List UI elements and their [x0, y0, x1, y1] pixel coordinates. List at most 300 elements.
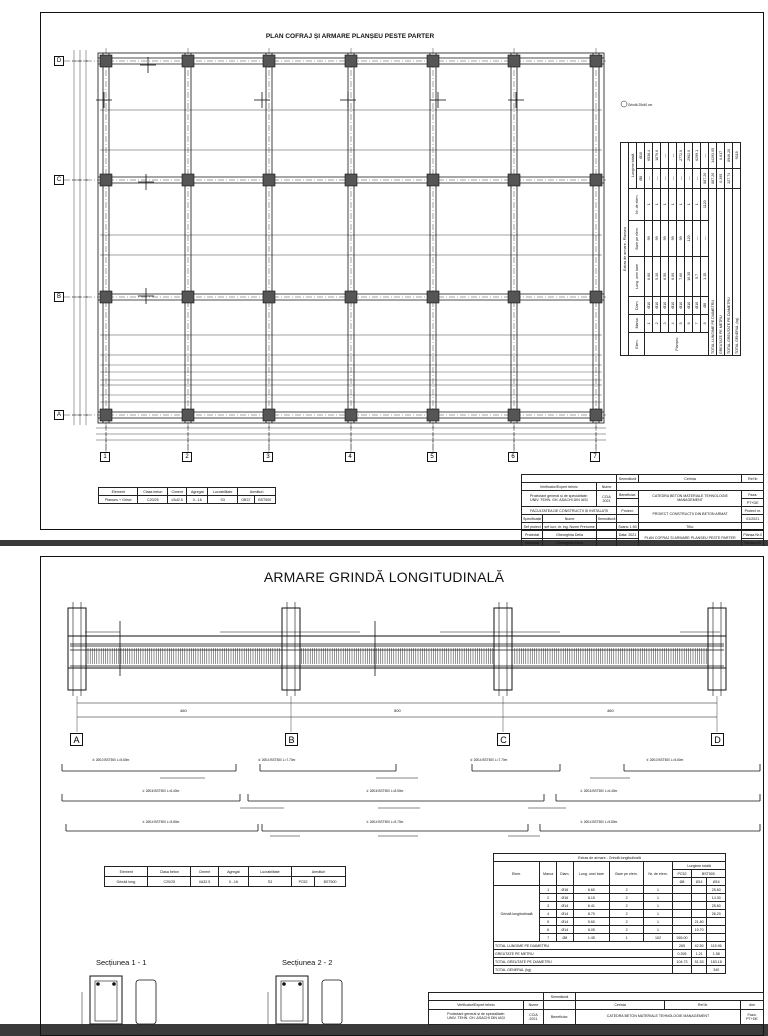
- schedule-cell: 265: [673, 942, 691, 950]
- schedule-cell: 2: [610, 918, 643, 926]
- schedule-cell: 183.18: [707, 958, 726, 966]
- title-block-cell: șef lucr. dr. ing. Nume Prenume: [544, 524, 595, 529]
- schedule-header: Lung. unei bare: [573, 862, 610, 886]
- schedule-cell: [733, 168, 741, 188]
- schedule-cell: [673, 886, 691, 894]
- materials-cell: 0...16: [187, 496, 208, 504]
- column: [263, 409, 275, 421]
- title-block-sheet1: [521, 474, 764, 547]
- title-block-cell: UNIV. TEHN. GH. ASACHI DIN IAȘI: [530, 497, 588, 502]
- schedule-cell: 10.35: [685, 256, 693, 296]
- sheet-title: PLAN COFRAJ ȘI ARMARE PLANȘEU PESTE PARTER: [265, 33, 435, 40]
- title-block-cell: Faza:: [748, 492, 758, 497]
- schedule-header: BST500: [691, 870, 725, 878]
- materials-table-sheet2: [104, 866, 346, 887]
- column: [345, 174, 357, 186]
- title-block-cell: 01/2021: [742, 515, 764, 523]
- rebar-dot: [298, 982, 302, 986]
- axis-label-1: 1: [100, 452, 110, 462]
- schedule-cell: —: [669, 168, 677, 188]
- schedule-cell: 99: [645, 220, 653, 256]
- schedule-cell: —: [685, 168, 693, 188]
- section-1-label: Secțiunea 1 - 1: [96, 958, 147, 967]
- bar-label: ③ 2Ø14 BST500 L=5.80m: [580, 820, 618, 824]
- title-block-cell: PT+DE: [742, 499, 764, 507]
- column: [263, 55, 275, 67]
- beam-note: Grindă 25x40 cm: [628, 103, 653, 107]
- schedule-cell: Ø14: [557, 918, 573, 926]
- schedule-cell: TOTAL LUNGIME PE DIAMETRU: [709, 188, 717, 355]
- column: [427, 291, 439, 303]
- dimension-label: 460: [607, 708, 614, 713]
- schedule-cell: Ø10: [677, 296, 685, 314]
- schedule-title: Extras de armare - Planșeu: [621, 143, 629, 356]
- schedule-cell: 4: [540, 910, 557, 918]
- schedule-cell: 2772.0: [677, 143, 685, 169]
- materials-cell: BST500: [315, 877, 346, 887]
- schedule-cell: 340: [707, 966, 726, 974]
- schedule-header: PC52: [673, 870, 691, 878]
- schedule-cell: [691, 934, 707, 942]
- schedule-header: Lung. unei bare: [629, 256, 645, 296]
- table-row: [645, 143, 653, 356]
- axis-label-3: 3: [263, 452, 273, 462]
- schedule-cell: 21.80: [691, 918, 707, 926]
- schedule-header: Lungime totală: [673, 862, 726, 870]
- title-block-cell: Cerința: [638, 475, 742, 483]
- title-block-cell: Nume: [596, 483, 617, 491]
- title-block-blank: [617, 515, 638, 523]
- schedule-cell: 6.41: [573, 902, 610, 910]
- axis-label-B: B: [285, 733, 298, 746]
- title-block-cell: Specificație: [523, 516, 542, 521]
- schedule-cell: TOTAL LUNGIME PE DIAMETRU: [494, 942, 673, 950]
- table-row: [494, 950, 726, 958]
- table-row: [693, 143, 701, 356]
- column: [100, 55, 112, 67]
- schedule-cell: 8946.20: [725, 143, 733, 169]
- schedule-cell: 8.05: [573, 926, 610, 934]
- schedule-cell: 4: [669, 314, 677, 333]
- column: [68, 608, 86, 690]
- column: [345, 55, 357, 67]
- title-block-cell: PROIECT CONSTRUCȚII DIN BETON ARMAT: [638, 507, 742, 523]
- schedule-cell: 6: [540, 926, 557, 934]
- schedule-cell: 1.58: [707, 950, 726, 958]
- schedule-cell: 1876.6: [653, 143, 661, 169]
- title-block-cell: Beneficiar:: [543, 1010, 575, 1025]
- rebar-dot: [282, 982, 286, 986]
- schedule-cell: 115.96: [707, 942, 726, 950]
- schedule-cell: 5: [677, 314, 685, 333]
- schedule-cell: 887.20: [709, 168, 717, 188]
- axis-label-C: C: [54, 175, 64, 185]
- schedule-cell: Ø10: [685, 296, 693, 314]
- schedule-cell: 6.50: [661, 256, 669, 296]
- stirrup-shape: [322, 980, 342, 1024]
- drawing-sheet-2: [0, 546, 768, 1024]
- materials-cell: PC52: [292, 877, 315, 887]
- schedule-cell: GREUTATE PE METRU: [494, 950, 673, 958]
- title-block-cell: Scara:: [618, 524, 629, 529]
- title-block-sheet2: [428, 992, 764, 1025]
- schedule-cell: 2962.0: [685, 143, 693, 169]
- column: [345, 291, 357, 303]
- stirrup-outline: [95, 981, 117, 1021]
- title-block-blank: [543, 1001, 575, 1010]
- schedule-cell: 2: [610, 894, 643, 902]
- table-row: [494, 958, 726, 966]
- schedule-cell: 99: [669, 220, 677, 256]
- schedule-cell: —: [693, 220, 701, 256]
- title-block-cell: Titlu:: [638, 523, 742, 531]
- column: [427, 55, 439, 67]
- sheet-title: ARMARE GRINDĂ LONGITUDINALĂ: [263, 569, 505, 585]
- column: [182, 55, 194, 67]
- axis-label-D: D: [711, 733, 724, 746]
- schedule-cell: 2: [610, 910, 643, 918]
- axis-label-6: 6: [508, 452, 518, 462]
- table-row: [677, 143, 685, 356]
- schedule-cell: 42.50: [691, 942, 707, 950]
- column: [708, 608, 726, 690]
- schedule-cell: 99: [677, 220, 685, 256]
- materials-cell: 0...16: [218, 877, 248, 887]
- title-block-cell: Verificator/Expert tehnic: [522, 483, 597, 491]
- title-block-cell: Revizia 00: [742, 539, 764, 547]
- schedule-cell: 1: [540, 886, 557, 894]
- column: [427, 174, 439, 186]
- schedule-cell: —: [661, 168, 669, 188]
- schedule-cell: [691, 886, 707, 894]
- stirrup-outline: [281, 981, 303, 1021]
- column: [263, 174, 275, 186]
- schedule-cell: 2: [610, 926, 643, 934]
- schedule-cell: 25.60: [707, 886, 726, 894]
- column: [494, 608, 512, 690]
- title-block-cell: Cerința: [576, 1001, 665, 1010]
- schedule-cell: 0.395: [673, 950, 691, 958]
- schedule-header: Bare pe elem.: [629, 220, 645, 256]
- axis-label-2: 2: [182, 452, 192, 462]
- column: [345, 409, 357, 421]
- schedule-cell: 265.00: [673, 934, 691, 942]
- materials-header: Armături: [292, 867, 346, 877]
- schedule-cell: 51.53: [691, 958, 707, 966]
- schedule-cell: Ø16: [557, 894, 573, 902]
- schedule-cell: —: [669, 143, 677, 169]
- title-block-cell: PLAN COFRAJ ȘI ARMARE PLANȘEU PESTE PARTER: [638, 531, 742, 547]
- schedule-cell: [691, 902, 707, 910]
- schedule-cell: 1: [643, 894, 672, 902]
- schedule-cell: 6.60: [645, 256, 653, 296]
- dimension-label: 460: [180, 708, 187, 713]
- materials-table-sheet1: [98, 487, 276, 504]
- axis-label-5: 5: [427, 452, 437, 462]
- axis-label-C: C: [497, 733, 510, 746]
- materials-cell: S3: [248, 877, 291, 887]
- schedule-cell: Ø8: [557, 934, 573, 942]
- schedule-header: Nr. de elem.: [629, 188, 645, 220]
- section-2-label: Secțiunea 2 - 2: [282, 958, 333, 967]
- schedule-cell: —: [693, 168, 701, 188]
- column: [100, 291, 112, 303]
- title-block-cell: Desenat: [522, 539, 543, 547]
- title-block-cell: Beneficiar:: [617, 491, 638, 499]
- materials-header: Ciment: [168, 488, 187, 496]
- materials-cell: S3: [208, 496, 238, 504]
- schedule-cell: 5.30: [653, 256, 661, 296]
- bar-label: ③ 2Ø14 BST500 L=5.80m: [142, 820, 180, 824]
- schedule-cell: 5.60: [573, 918, 610, 926]
- title-block-blank: [596, 531, 617, 539]
- schedule-header: Lungime totală: [629, 143, 637, 189]
- table-row: [685, 143, 693, 356]
- bar-label: ② 2Ø16 BST500 L=8.50m: [366, 789, 404, 793]
- schedule-cell: Ø8: [701, 296, 709, 314]
- materials-header: Agregat: [187, 488, 208, 496]
- schedule-cell: 5.7: [693, 256, 701, 296]
- bar-label: ⑤ 2Ø10 BST500 L=5.60m: [646, 758, 684, 762]
- schedule-cell: 2: [540, 894, 557, 902]
- column: [590, 174, 602, 186]
- schedule-cell: Ø14: [557, 910, 573, 918]
- schedule-header: Diam.: [557, 862, 573, 886]
- schedule-cell: Ø10: [653, 296, 661, 314]
- schedule-cell: [673, 902, 691, 910]
- title-block-cell: CCIA: [529, 1013, 538, 1017]
- materials-cell: C20/25: [148, 877, 191, 887]
- schedule-cell: 26.20: [707, 910, 726, 918]
- materials-cell: C20/25: [138, 496, 168, 504]
- title-block-cell: CATEDRA BETON MATERIALE TEHNOLOGIE MANAGEMENT: [638, 491, 742, 507]
- title-block-cell: Proiect:: [617, 507, 638, 515]
- title-block-cell: dim: [740, 1001, 763, 1010]
- table-row: [725, 143, 733, 356]
- schedule-header: Elem.: [494, 862, 540, 886]
- title-block-cell: Ref lb: [742, 475, 764, 483]
- schedule-cell: GREUTATE PE METRU: [717, 188, 725, 355]
- title-block-cell: PT+DE: [746, 1017, 758, 1021]
- axis-label-A: A: [70, 733, 83, 746]
- schedule-cell: 3: [540, 902, 557, 910]
- schedule-cell: TOTAL GREUTATE PE DIAMETRU: [725, 188, 733, 355]
- schedule-cell: 1: [661, 188, 669, 220]
- table-row: [701, 143, 709, 356]
- column: [182, 174, 194, 186]
- title-block-cell: CATEDRA BETON MATERIALE TEHNOLOGIE MANAGEMENT: [576, 1010, 741, 1025]
- schedule-cell: 99: [653, 220, 661, 256]
- schedule-cell: 14293.05: [709, 143, 717, 169]
- table-row: [709, 143, 717, 356]
- table-row: [494, 966, 726, 974]
- materials-header: Clasa beton: [138, 488, 168, 496]
- column: [508, 291, 520, 303]
- schedule-header: Elem.: [629, 333, 645, 356]
- schedule-header: Ø14: [691, 878, 707, 886]
- title-block-cell: Semnătură: [618, 476, 637, 481]
- title-block-cell: Proiect nr.: [742, 507, 764, 515]
- schedule-cell: 120: [685, 220, 693, 256]
- schedule-cell: [673, 926, 691, 934]
- schedule-cell: Ø16: [557, 886, 573, 894]
- schedule-cell: 7: [540, 934, 557, 942]
- materials-header: Element: [105, 867, 148, 877]
- title-block-cell: Ref lb: [665, 1001, 741, 1010]
- schedule-cell: Ø10: [645, 296, 653, 314]
- materials-cell: Planșeu + Grinzi: [99, 496, 138, 504]
- schedule-cell: 3: [661, 314, 669, 333]
- callout-circle: [621, 101, 627, 107]
- schedule-cell: [707, 918, 726, 926]
- column: [590, 55, 602, 67]
- schedule-cell: —: [677, 168, 685, 188]
- column: [100, 409, 112, 421]
- title-block-blank: [617, 483, 764, 491]
- schedule-cell: —: [661, 143, 669, 169]
- table-row: [733, 143, 741, 356]
- table-row: [653, 143, 661, 356]
- column: [182, 409, 194, 421]
- axis-label-D: D: [54, 56, 64, 66]
- schedule-cell: 1120: [701, 188, 709, 220]
- materials-cell: I/A42.5: [168, 496, 187, 504]
- beam-outline: [68, 636, 726, 668]
- title-block-cell: Nume: [524, 1001, 544, 1010]
- title-block-cell: Verificator/Expert tehnic: [429, 1001, 524, 1010]
- schedule-cell: 2: [610, 886, 643, 894]
- dimension-label: 500: [394, 708, 401, 713]
- title-block-blank: [522, 475, 617, 483]
- schedule-cell: —: [653, 168, 661, 188]
- column: [263, 291, 275, 303]
- column: [282, 608, 300, 690]
- bar-label: ⑥ 2Ø14 BST500 L=7.70m: [470, 758, 508, 762]
- materials-header: Element: [99, 488, 138, 496]
- schedule-cell: [691, 910, 707, 918]
- table-row: [661, 143, 669, 356]
- schedule-cell: 6.00: [669, 256, 677, 296]
- schedule-cell: 8.70: [573, 910, 610, 918]
- schedule-cell: 2: [610, 902, 643, 910]
- axis-label-7: 7: [590, 452, 600, 462]
- schedule-cell: 1: [610, 934, 643, 942]
- schedule-cell: 102: [643, 934, 672, 942]
- title-block-cell: Proiectat: [522, 531, 543, 539]
- column: [508, 174, 520, 186]
- schedule-cell: Grindă longitudinală: [494, 886, 540, 942]
- title-block-cell: 2021: [628, 532, 637, 537]
- stirrup-shape: [136, 980, 156, 1024]
- materials-header: Lucrabilitate: [208, 488, 238, 496]
- materials-header: Ciment: [191, 867, 219, 877]
- schedule-cell: Ø10: [693, 296, 701, 314]
- title-block-cell: UNIV. TEHN. GH. ASACHI DIN IAȘI: [447, 1016, 505, 1020]
- table-row: [717, 143, 725, 356]
- title-block-cell: FACULTATEA DE CONSTRUCȚII ȘI INSTALAȚII: [522, 507, 617, 515]
- schedule-cell: 1: [643, 886, 672, 894]
- title-block-cell: Nume: [543, 515, 596, 523]
- schedule-cell: 1: [693, 188, 701, 220]
- schedule-cell: 104.73: [673, 958, 691, 966]
- schedule-cell: 6.60: [573, 886, 610, 894]
- materials-cell: Grindă long.: [105, 877, 148, 887]
- title-block-cell: 2021: [529, 1017, 538, 1021]
- schedule-cell: 0.395: [717, 168, 725, 188]
- schedule-cell: [707, 926, 726, 934]
- schedule-cell: TOTAL GREUTATE PE DIAMETRU: [494, 958, 673, 966]
- title-block-cell: Semnătură: [543, 993, 575, 1001]
- schedule-cell: 14.30: [707, 894, 726, 902]
- schedule-cell: —: [701, 143, 709, 169]
- schedule-cell: 1: [643, 910, 672, 918]
- column: [100, 174, 112, 186]
- schedule-cell: Ø14: [557, 902, 573, 910]
- title-block-cell: Faza:: [747, 1013, 757, 1017]
- schedule-header: Ø8: [673, 878, 691, 886]
- title-block-cell: Proiectant general și de specialitate:: [530, 493, 588, 498]
- schedule-cell: [673, 910, 691, 918]
- title-block-cell: Planșa Nr.0: [743, 532, 762, 537]
- materials-cell: I/A32.5: [191, 877, 219, 887]
- schedule-cell: —: [645, 168, 653, 188]
- schedule-header: Bare pe elem.: [610, 862, 643, 886]
- title-block-blank: [596, 523, 617, 531]
- schedule-cell: 19.70: [691, 926, 707, 934]
- materials-header: Armături: [238, 488, 276, 496]
- axis-label-B: B: [54, 292, 64, 302]
- materials-cell: BST500: [254, 496, 275, 504]
- schedule-cell: 8: [701, 314, 709, 333]
- schedule-header: Nr. de elem.: [643, 862, 672, 886]
- bar-label: ④ 2Ø14 BST500 L=5.70m: [366, 820, 404, 824]
- schedule-cell: 887.20: [701, 168, 709, 188]
- bar-label: ⑥ 2Ø14 BST500 L=7.70m: [258, 758, 296, 762]
- schedule-cell: [673, 966, 691, 974]
- rebar-dot: [112, 982, 116, 986]
- schedule-header: Ø8: [637, 168, 645, 188]
- bar-label: ⑤ 2Ø10 BST500 L=5.60m: [92, 758, 130, 762]
- title-block-cell: 2021: [602, 498, 611, 503]
- schedule-cell: 1: [685, 188, 693, 220]
- title-block-cell: Șef proiect: [522, 523, 543, 531]
- schedule-cell: [673, 894, 691, 902]
- schedule-cell: Planșeu: [645, 333, 709, 356]
- title-block-cell: 1:50: [629, 524, 637, 529]
- axis-label-4: 4: [345, 452, 355, 462]
- title-block-blank: [742, 523, 764, 531]
- schedule-cell: —: [701, 220, 709, 256]
- schedule-header: Marca: [540, 862, 557, 886]
- bar-label: ① 2Ø16 BST500 L=6.40m: [580, 789, 618, 793]
- schedule-cell: 6: [685, 314, 693, 333]
- title-block-cell: Gheorghița Delia: [543, 539, 596, 547]
- schedule-cell: [707, 934, 726, 942]
- schedule-header: Ø16: [707, 878, 726, 886]
- table-row: [494, 942, 726, 950]
- axis-label-A: A: [54, 410, 64, 420]
- schedule-cell: 1: [643, 918, 672, 926]
- title-block-blank: [429, 993, 544, 1001]
- schedule-cell: Ø10: [669, 296, 677, 314]
- table-row: [494, 886, 726, 894]
- schedule-cell: 6299.1: [693, 143, 701, 169]
- schedule-cell: [691, 966, 707, 974]
- column: [590, 291, 602, 303]
- schedule-cell: 1.45: [573, 934, 610, 942]
- schedule-cell: 8.15: [573, 894, 610, 902]
- schedule-cell: 1: [645, 314, 653, 333]
